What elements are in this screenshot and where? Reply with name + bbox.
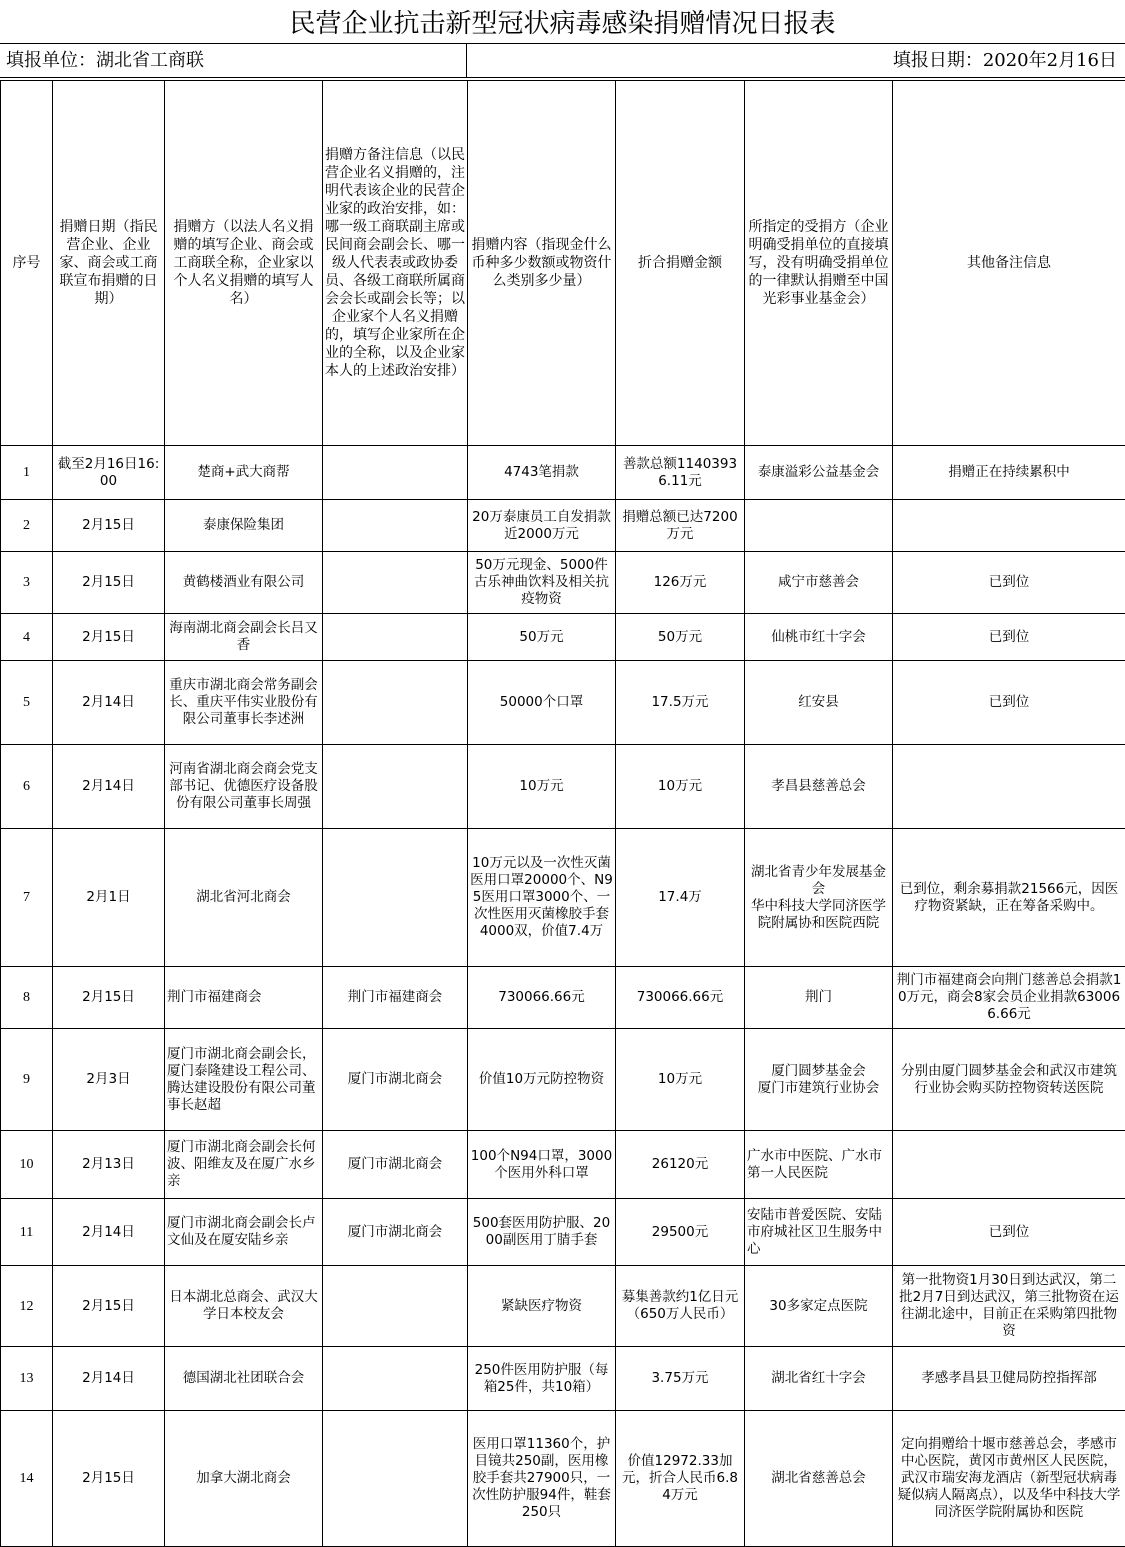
table-row bbox=[1, 745, 1125, 829]
cell-content: 医用口罩11360个，护目镜共250副，医用橡胶手套共27900只，一次性防护服94件，鞋套250只 bbox=[468, 1411, 616, 1547]
cell-recipient: 咸宁市慈善会 bbox=[745, 552, 893, 614]
header-cell-content: 捐赠内容（指现金什么币种多少数额或物资什么类别多少量） bbox=[468, 81, 616, 446]
cell-date: 2月15日 bbox=[53, 614, 165, 661]
cell-recipient: 泰康溢彩公益基金会 bbox=[745, 446, 893, 500]
cell-amount: 50万元 bbox=[616, 614, 745, 661]
table-row bbox=[1, 552, 1125, 614]
cell-remark: 已到位 bbox=[893, 1199, 1125, 1266]
cell-donor: 泰康保险集团 bbox=[165, 500, 323, 552]
cell-amount: 捐赠总额已达7200万元 bbox=[616, 500, 745, 552]
header-cell-no: 序号 bbox=[1, 81, 53, 446]
cell-content: 价值10万元防控物资 bbox=[468, 1029, 616, 1131]
table-row bbox=[1, 661, 1125, 745]
cell-donor: 日本湖北总商会、武汉大学日本校友会 bbox=[165, 1266, 323, 1347]
cell-recipient: 安陆市普爱医院、安陆市府城社区卫生服务中心 bbox=[745, 1199, 893, 1266]
table-row bbox=[1, 614, 1125, 661]
cell-donor-note: 厦门市湖北商会 bbox=[323, 1131, 468, 1199]
cell-donor: 黄鹤楼酒业有限公司 bbox=[165, 552, 323, 614]
report-meta-row bbox=[0, 44, 1125, 78]
cell-donor-note bbox=[323, 500, 468, 552]
donation-table bbox=[0, 80, 1125, 1547]
cell-donor: 加拿大湖北商会 bbox=[165, 1411, 323, 1547]
meta-divider bbox=[466, 44, 467, 78]
cell-remark: 定向捐赠给十堰市慈善总会，孝感市中心医院，黄冈市黄州区人民医院，武汉市瑞安海龙酒店（新型冠状病毒疑似病人隔离点），以及华中科技大学同济医学院附属协和医院 bbox=[893, 1411, 1125, 1547]
reporting-date: 填报日期：2020年2月16日 bbox=[892, 50, 1117, 71]
cell-recipient bbox=[745, 500, 893, 552]
header-cell-donor: 捐赠方（以法人名义捐赠的填写企业、商会或工商联全称，企业家以个人名义捐赠的填写人名） bbox=[165, 81, 323, 446]
table-row bbox=[1, 500, 1125, 552]
cell-content: 20万泰康员工自发捐款近2000万元 bbox=[468, 500, 616, 552]
cell-recipient: 广水市中医院、广水市第一人民医院 bbox=[745, 1131, 893, 1199]
header-cell-date: 捐赠日期（指民营企业、企业家、商会或工商联宣布捐赠的日期） bbox=[53, 81, 165, 446]
cell-donor: 厦门市湖北商会副会长卢文仙及在厦安陆乡亲 bbox=[165, 1199, 323, 1266]
cell-donor: 厦门市湖北商会副会长何波、阳维友及在厦广水乡亲 bbox=[165, 1131, 323, 1199]
table-row bbox=[1, 1266, 1125, 1347]
cell-remark: 已到位，剩余募捐款21566元，因医疗物资紧缺，正在筹备采购中。 bbox=[893, 829, 1125, 967]
cell-content: 10万元 bbox=[468, 745, 616, 829]
cell-date: 2月14日 bbox=[53, 745, 165, 829]
cell-no: 8 bbox=[1, 967, 53, 1029]
cell-donor: 德国湖北社团联合会 bbox=[165, 1347, 323, 1411]
cell-donor: 海南湖北商会副会长吕又香 bbox=[165, 614, 323, 661]
cell-remark: 孝感孝昌县卫健局防控指挥部 bbox=[893, 1347, 1125, 1411]
cell-date: 2月14日 bbox=[53, 661, 165, 745]
table-row bbox=[1, 1347, 1125, 1411]
cell-amount: 募集善款约1亿日元（650万人民币） bbox=[616, 1266, 745, 1347]
table-row bbox=[1, 1131, 1125, 1199]
cell-recipient: 孝昌县慈善总会 bbox=[745, 745, 893, 829]
cell-no: 5 bbox=[1, 661, 53, 745]
report-title: 民营企业抗击新型冠状病毒感染捐赠情况日报表 bbox=[0, 0, 1125, 44]
cell-no: 12 bbox=[1, 1266, 53, 1347]
cell-donor: 荆门市福建商会 bbox=[165, 967, 323, 1029]
cell-remark: 已到位 bbox=[893, 661, 1125, 745]
cell-remark bbox=[893, 1131, 1125, 1199]
cell-date: 2月14日 bbox=[53, 1347, 165, 1411]
cell-content: 730066.66元 bbox=[468, 967, 616, 1029]
cell-content: 10万元以及一次性灭菌医用口罩20000个、N95医用口罩3000个、一次性医用灭菌橡胶手套4000双，价值7.4万 bbox=[468, 829, 616, 967]
cell-donor-note bbox=[323, 552, 468, 614]
cell-amount: 价值12972.33加元，折合人民币6.84万元 bbox=[616, 1411, 745, 1547]
cell-recipient: 湖北省红十字会 bbox=[745, 1347, 893, 1411]
cell-date: 2月15日 bbox=[53, 552, 165, 614]
cell-remark: 已到位 bbox=[893, 552, 1125, 614]
cell-amount: 26120元 bbox=[616, 1131, 745, 1199]
cell-donor-note: 荆门市福建商会 bbox=[323, 967, 468, 1029]
cell-no: 2 bbox=[1, 500, 53, 552]
cell-remark: 捐赠正在持续累积中 bbox=[893, 446, 1125, 500]
cell-recipient: 30多家定点医院 bbox=[745, 1266, 893, 1347]
cell-no: 13 bbox=[1, 1347, 53, 1411]
header-cell-donor-note: 捐赠方备注信息（以民营企业名义捐赠的，注明代表该企业的民营企业家的政治安排，如：哪一级工商联副主席或民间商会副会长、哪一级人代表表或政协委员、各级工商联所属商会会长或副会长等；以企业家个人名义捐赠的，填写企业家所在企业的全称，以及企业家本人的上述政治安排） bbox=[323, 81, 468, 446]
cell-recipient: 红安县 bbox=[745, 661, 893, 745]
cell-remark: 第一批物资1月30日到达武汉，第二批2月7日到达武汉，第三批物资在运往湖北途中，目前正在采购第四批物资 bbox=[893, 1266, 1125, 1347]
cell-recipient: 仙桃市红十字会 bbox=[745, 614, 893, 661]
cell-content: 50万元现金、5000件古乐神曲饮料及相关抗疫物资 bbox=[468, 552, 616, 614]
cell-content: 50万元 bbox=[468, 614, 616, 661]
cell-amount: 17.5万元 bbox=[616, 661, 745, 745]
cell-content: 4743笔捐款 bbox=[468, 446, 616, 500]
cell-donor: 湖北省河北商会 bbox=[165, 829, 323, 967]
cell-no: 9 bbox=[1, 1029, 53, 1131]
cell-donor: 重庆市湖北商会常务副会长、重庆平伟实业股份有限公司董事长李述洲 bbox=[165, 661, 323, 745]
cell-date: 2月15日 bbox=[53, 967, 165, 1029]
table-row bbox=[1, 1199, 1125, 1266]
table-row bbox=[1, 1411, 1125, 1547]
cell-amount: 善款总额11403936.11元 bbox=[616, 446, 745, 500]
cell-recipient: 湖北省青少年发展基金会 华中科技大学同济医学院附属协和医院西院 bbox=[745, 829, 893, 967]
cell-donor-note: 厦门市湖北商会 bbox=[323, 1029, 468, 1131]
header-cell-remark: 其他备注信息 bbox=[893, 81, 1125, 446]
cell-recipient: 厦门圆梦基金会 厦门市建筑行业协会 bbox=[745, 1029, 893, 1131]
cell-no: 6 bbox=[1, 745, 53, 829]
cell-date: 2月14日 bbox=[53, 1199, 165, 1266]
cell-date: 2月15日 bbox=[53, 500, 165, 552]
cell-donor-note: 厦门市湖北商会 bbox=[323, 1199, 468, 1266]
cell-donor: 楚商+武大商帮 bbox=[165, 446, 323, 500]
cell-donor-note bbox=[323, 661, 468, 745]
cell-content: 100个N94口罩，3000个医用外科口罩 bbox=[468, 1131, 616, 1199]
cell-amount: 10万元 bbox=[616, 745, 745, 829]
cell-amount: 730066.66元 bbox=[616, 967, 745, 1029]
cell-recipient: 荆门 bbox=[745, 967, 893, 1029]
cell-date: 2月3日 bbox=[53, 1029, 165, 1131]
cell-date: 2月15日 bbox=[53, 1266, 165, 1347]
cell-content: 500套医用防护服、2000副医用丁腈手套 bbox=[468, 1199, 616, 1266]
header-cell-recipient: 所指定的受捐方（企业明确受捐单位的直接填写，没有明确受捐单位的一律默认捐赠至中国光彩事业基金会） bbox=[745, 81, 893, 446]
cell-amount: 29500元 bbox=[616, 1199, 745, 1266]
cell-no: 14 bbox=[1, 1411, 53, 1547]
cell-no: 3 bbox=[1, 552, 53, 614]
cell-no: 1 bbox=[1, 446, 53, 500]
header-row bbox=[1, 81, 1125, 446]
cell-donor: 厦门市湖北商会副会长，厦门泰隆建设工程公司、腾达建设股份有限公司董事长赵超 bbox=[165, 1029, 323, 1131]
table-row bbox=[1, 1029, 1125, 1131]
cell-amount: 17.4万 bbox=[616, 829, 745, 967]
header-cell-amount: 折合捐赠金额 bbox=[616, 81, 745, 446]
cell-donor-note bbox=[323, 829, 468, 967]
table-row bbox=[1, 829, 1125, 967]
cell-donor-note bbox=[323, 614, 468, 661]
cell-recipient: 湖北省慈善总会 bbox=[745, 1411, 893, 1547]
cell-date: 截至2月16日16:00 bbox=[53, 446, 165, 500]
cell-no: 11 bbox=[1, 1199, 53, 1266]
cell-content: 50000个口罩 bbox=[468, 661, 616, 745]
cell-donor: 河南省湖北商会商会党支部书记、优德医疗设备股份有限公司董事长周强 bbox=[165, 745, 323, 829]
cell-remark: 分别由厦门圆梦基金会和武汉市建筑行业协会购买防控物资转送医院 bbox=[893, 1029, 1125, 1131]
cell-amount: 10万元 bbox=[616, 1029, 745, 1131]
cell-date: 2月13日 bbox=[53, 1131, 165, 1199]
cell-no: 4 bbox=[1, 614, 53, 661]
cell-donor-note bbox=[323, 1411, 468, 1547]
cell-no: 10 bbox=[1, 1131, 53, 1199]
cell-amount: 126万元 bbox=[616, 552, 745, 614]
cell-donor-note bbox=[323, 1347, 468, 1411]
cell-remark bbox=[893, 500, 1125, 552]
cell-no: 7 bbox=[1, 829, 53, 967]
cell-remark: 已到位 bbox=[893, 614, 1125, 661]
cell-remark bbox=[893, 745, 1125, 829]
cell-donor-note bbox=[323, 446, 468, 500]
cell-donor-note bbox=[323, 1266, 468, 1347]
cell-content: 紧缺医疗物资 bbox=[468, 1266, 616, 1347]
reporting-unit: 填报单位：湖北省工商联 bbox=[6, 50, 204, 71]
cell-date: 2月15日 bbox=[53, 1411, 165, 1547]
cell-amount: 3.75万元 bbox=[616, 1347, 745, 1411]
table-row bbox=[1, 446, 1125, 500]
cell-remark: 荆门市福建商会向荆门慈善总会捐款10万元，商会8家会员企业捐款630066.66元 bbox=[893, 967, 1125, 1029]
cell-donor-note bbox=[323, 745, 468, 829]
cell-content: 250件医用防护服（每箱25件，共10箱） bbox=[468, 1347, 616, 1411]
cell-date: 2月1日 bbox=[53, 829, 165, 967]
table-row bbox=[1, 967, 1125, 1029]
